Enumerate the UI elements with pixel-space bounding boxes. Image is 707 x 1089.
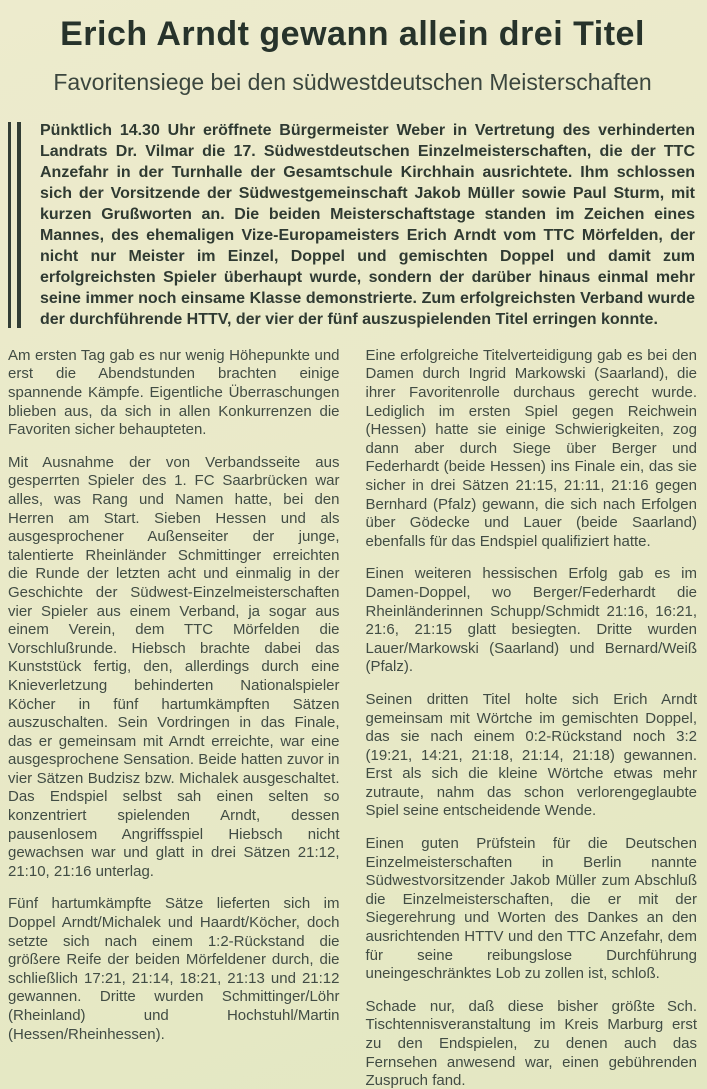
body-paragraph: Seinen dritten Titel holte sich Erich Arndt gemeinsam mit Wörtche im gemischten Doppel, das sie nach einem 0:2-Rückstand noch 3:2 (19:21, 14:21, 21:18, 21:14, 21:18) gewannen. Erst als sich die kleine Wörtche etwas mehr zutraute, nahm das schon verlorengeglaubte Spiel seine entscheidende Wende. — [365, 690, 697, 820]
body-paragraph: Fünf hartumkämpfte Sätze lieferten sich im Doppel Arndt/Michalek und Haardt/Köcher, doch setzte sich nach einem 1:2-Rückstand die größere Reife der beiden Mörfeldener durch, die schließlich 17:21, 21:14, 18:21, 21:13 und 21:12 gewannen. Dritte wurden Schmittinger/Löhr (Rheinland) und Hochstuhl/Martin (Hessen/Rheinhessen). — [8, 895, 340, 1043]
body-paragraph: Einen guten Prüfstein für die Deutschen Einzelmeisterschaften in Berlin nannte Südwestvorsitzender Jakob Müller zum Abschluß die Einzelmeisterschaften, die er mit der Siegerehrung und Worten des Dankes an den ausrichtenden HTTV und den TTC Anzefahr, dem für seine reibungslose Durchführung uneingeschränktes Lob zu zollen ist, schloß. — [365, 835, 697, 983]
body-paragraph: Eine erfolgreiche Titelverteidigung gab es bei den Damen durch Ingrid Markowski (Saarland), die ihrer Favoritenrolle durchaus gerecht wurde. Lediglich im ersten Spiel gegen Reichwein (Hessen) hatte sie einige Schwierigkeiten, zog dann aber durch Siege über Berger und Federhardt (beide Hessen) ins Finale ein, das sie sicher in drei Sätzen 21:15, 21:11, 21:16 gegen Bernhard (Pfalz) gewann, die sich nach Erfolgen über Gödecke und Lauer (beide Saarland) ebenfalls für das Endspiel qualifiziert hatte. — [365, 346, 697, 550]
article-subtitle: Favoritensiege bei den südwestdeutschen Meisterschaften — [53, 69, 652, 96]
body-paragraph: Am ersten Tag gab es nur wenig Höhepunkte und erst die Abendstunden brachten einige spannende Kämpfe. Eigentliche Überraschungen blieben aus, da sich in allen Konkurrenzen die Favoriten sicher behaupteten. — [8, 346, 340, 439]
lead-paragraph: Pünktlich 14.30 Uhr eröffnete Bürgermeister Weber in Vertretung des verhinderten Landrats Dr. Vilmar die 17. Südwestdeutschen Einzelmeisterschaften, die der TTC Anzefahr in der Turnhalle der Gesamtschule Kirchhain ausrichtete. Ihm schlossen sich der Vorsitzende der Südwestgemeinschaft Jakob Müller sowie Paul Sturm, mit kurzen Grußworten an. Die beiden Meisterschaftstage standen im Zeichen eines Mannes, des ehemaligen Vize-Europameisters Erich Arndt vom TTC Mörfelden, der nicht nur Meister im Einzel, Doppel und gemischten Doppel und damit zum erfolgreichsten Spieler überhaupt wurde, sondern der darüber hinaus einmal mehr seine immer noch einsame Klasse demonstrierte. Zum erfolgreichsten Verband wurde der durchführende HTTV, der vier der fünf auszuspielenden Titel erringen konnte. — [8, 120, 695, 330]
column-left — [8, 347, 340, 1089]
article-body-columns — [8, 347, 697, 1089]
article-title: Erich Arndt gewann allein drei Titel — [60, 15, 645, 53]
body-paragraph: Mit Ausnahme der von Verbandsseite aus gesperrten Spieler des 1. FC Saarbrücken war alles, was Rang und Namen hatte, bei den Herren am Start. Sieben Hessen und als ausgesprochener Außenseiter der junge, talentierte Rheinländer Schmittinger erreichten die Runde der letzten acht und einmalig in der Geschichte der Südwest-Einzelmeisterschaften vier Spieler aus einem Verband, ja sogar aus einem Verein, dem TTC Mörfelden die Vorschlußrunde. Hiebsch brachte dabei das Kunststück fertig, den, allerdings durch eine Knieverletzung behinderten Nationalspieler Köcher in fünf hartumkämpften Sätzen auszuschalten. Sein Vordringen in das Finale, das er gemeinsam mit Arndt erreichte, war eine ausgesprochene Sensation. Beide hatten zuvor in vier Sätzen Budzisz bzw. Michalek ausgeschaltet. Das Endspiel selbst sah einen selten so konzentriert spielenden Arndt, dessen pausenlosem Angriffsspiel Hiebsch nicht gewachsen war und glatt in drei Sätzen 21:12, 21:10, 21:16 unterlag. — [8, 453, 340, 880]
author-signature: Sch. — [666, 997, 697, 1015]
body-paragraph: Einen weiteren hessischen Erfolg gab es im Damen-Doppel, wo Berger/Federhardt die Rheinländerinnen Schupp/Schmidt 21:16, 16:21, 21:6, 21:15 glatt besiegten. Dritte wurden Lauer/Markowski (Saarland) und Bernard/Weiß (Pfalz). — [365, 565, 697, 676]
column-right — [366, 347, 698, 1089]
body-paragraph-with-signature — [366, 998, 698, 1089]
body-paragraph-text: Schade nur, daß diese bisher größte Tischtennisveranstaltung im Kreis Marburg erst zu den Endspielen, zu denen auch das Fernsehen anwesend war, einen gebührenden Zuspruch fand. — [365, 997, 697, 1089]
